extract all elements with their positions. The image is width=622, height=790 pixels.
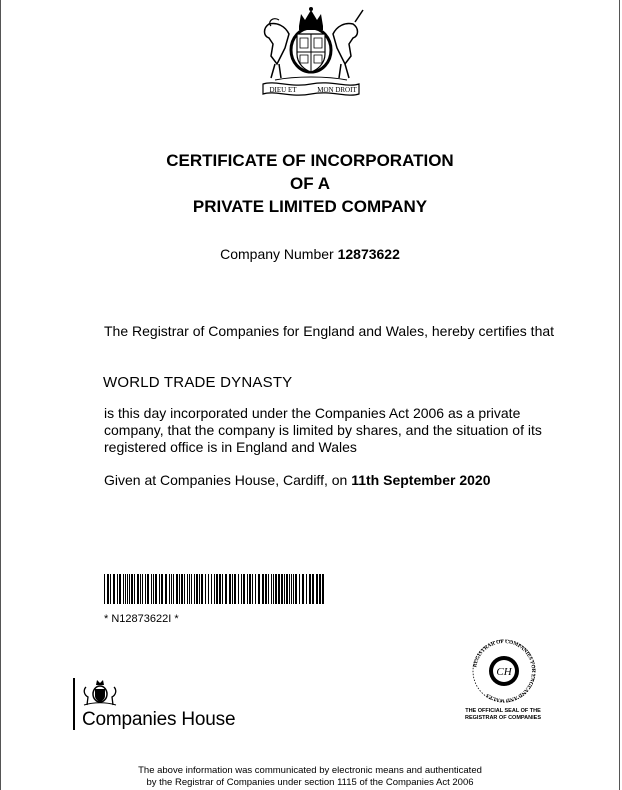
royal-coat-of-arms-icon	[255, 4, 367, 96]
crest-motto-left: DIEU ET	[269, 86, 297, 94]
company-number-value: 12873622	[337, 246, 400, 262]
given-date: 11th September 2020	[351, 472, 491, 488]
companies-house-crest-icon	[82, 679, 118, 707]
company-number-line	[0, 246, 620, 262]
seal-caption-line1: THE OFFICIAL SEAL OF THE	[465, 708, 541, 714]
registrar-intro-text: The Registrar of Companies for England and Wales, hereby certifies that	[104, 323, 555, 339]
company-name: WORLD TRADE DYNASTY	[103, 374, 293, 391]
given-at-line	[104, 472, 574, 489]
seal-caption-line2: REGISTRAR OF COMPANIES	[465, 715, 541, 721]
seal-caption	[452, 708, 554, 722]
barcode-text: * N12873622I *	[104, 613, 179, 625]
certificate-title-line1: CERTIFICATE OF INCORPORATION	[166, 151, 454, 170]
certificate-title-line3: PRIVATE LIMITED COMPANY	[192, 197, 428, 216]
footer-line2: by the Registrar of Companies under section 1115 of the Companies Act 2006	[146, 777, 474, 788]
crest-motto-right: MON DROIT	[317, 86, 357, 94]
logo-divider	[73, 678, 75, 730]
company-number-label: Company Number	[220, 246, 334, 262]
footer-note	[0, 765, 620, 789]
barcode-icon	[104, 574, 326, 604]
given-at-prefix: Given at Companies House, Cardiff, on	[104, 472, 348, 488]
incorporation-text: is this day incorporated under the Companies Act 2006 as a private company, that the company is limited by shares, and the situation of its registered office is in England and Wales	[104, 405, 542, 455]
seal-ring-text: REGISTRAR OF COMPANIES FOR ENGLAND AND WALES	[472, 638, 537, 704]
certificate-title-line2: OF A	[290, 174, 330, 193]
registrar-seal-icon	[466, 638, 542, 704]
footer-line1: The above information was communicated by electronic means and authenticated	[138, 765, 482, 776]
svg-text:CH: CH	[496, 666, 512, 678]
companies-house-logo-text: Companies House	[82, 709, 236, 730]
